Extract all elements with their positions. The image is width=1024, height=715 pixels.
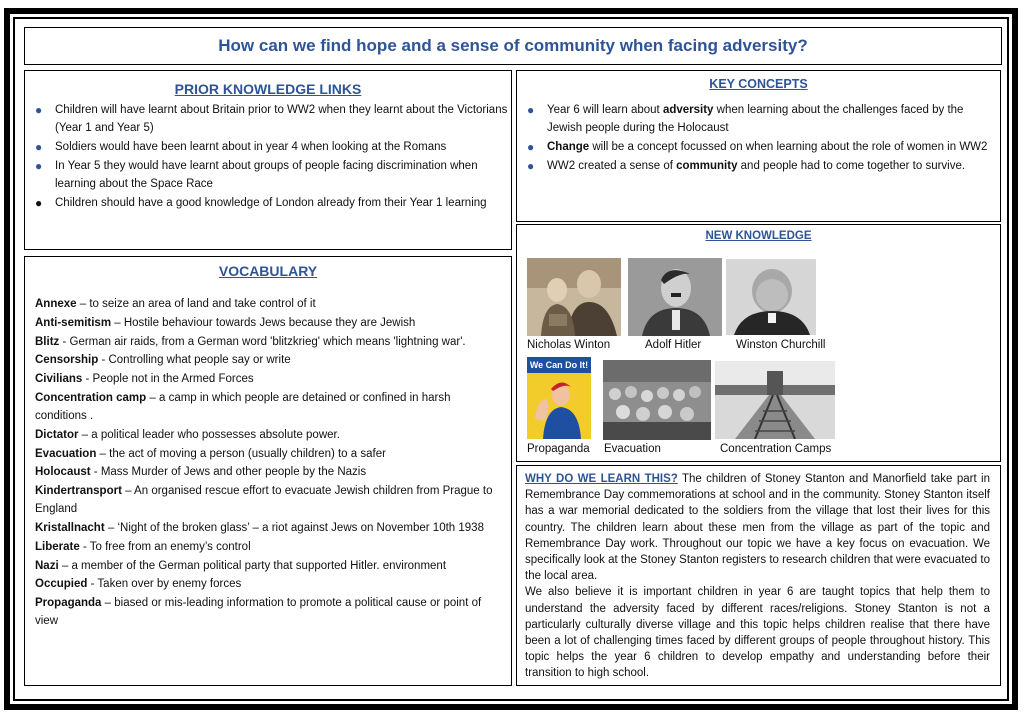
why-paragraph-2: We also believe it is important children in year 6 are taught topics that help them to understand the adversity faced by different races/religions. Stoney Stanton is not a particularly culturally diverse village and this topic helps children realise that there have been a lot of challenging times faced by different groups of people throughout history. This topic helps the year 6 children to develop empathy and understanding before their transition to high school. bbox=[525, 586, 990, 680]
vocab-entry: Anti-semitism – Hostile behaviour towards Jews because they are Jewish bbox=[35, 316, 416, 329]
list-item: ● Year 6 will learn about adversity when learning about the challenges faced by the Jewish people during the Holocaust bbox=[527, 103, 964, 134]
new-knowledge-heading: NEW KNOWLEDGE bbox=[705, 230, 812, 242]
page-title: How can we find hope and a sense of community when facing adversity? bbox=[218, 36, 808, 55]
list-item: ● Soldiers would have been learnt about in year 4 when looking at the Romans bbox=[35, 140, 447, 154]
bullet-icon: ● bbox=[35, 103, 43, 117]
caption-adolf-hitler: Adolf Hitler bbox=[645, 339, 702, 351]
propaganda-poster-image bbox=[527, 357, 591, 439]
key-concepts-panel bbox=[516, 70, 1001, 222]
vocab-entry: Censorship - Controlling what people say or write bbox=[35, 354, 291, 367]
bullet-icon: ● bbox=[35, 140, 43, 154]
vocabulary-list bbox=[25, 295, 511, 630]
vocab-entry: Civilians - People not in the Armed Forces bbox=[35, 373, 254, 386]
evacuation-photo bbox=[603, 360, 711, 440]
concentration-camp-photo bbox=[715, 361, 835, 439]
vocab-entry: Occupied - Taken over by enemy forces bbox=[35, 578, 242, 591]
caption-concentration-camps: Concentration Camps bbox=[720, 443, 832, 455]
bullet-icon: ● bbox=[527, 159, 535, 173]
vocab-entry: Holocaust - Mass Murder of Jews and other people by the Nazis bbox=[35, 466, 367, 479]
bullet-icon: ● bbox=[35, 159, 43, 173]
vocab-entry: Nazi – a member of the German political party that supported Hitler. environment bbox=[35, 559, 447, 572]
vocab-entry: Liberate - To free from an enemy’s control bbox=[35, 540, 251, 553]
key-concepts-heading: KEY CONCEPTS bbox=[709, 77, 808, 91]
list-item: ● Children will have learnt about Britain prior to WW2 when they learnt about the Victorians (Year 1 and Year 5) bbox=[35, 103, 508, 134]
adolf-hitler-photo bbox=[628, 258, 722, 336]
caption-winston-churchill: Winston Churchill bbox=[736, 339, 826, 351]
vocab-entry: Kindertransport – An organised rescue effort to evacuate Jewish children from Prague to England bbox=[35, 485, 493, 516]
list-item: ● In Year 5 they would have learnt about groups of people facing discrimination when learning about the Space Race bbox=[35, 159, 478, 190]
list-item: ● Children should have a good knowledge of London already from their Year 1 learning bbox=[35, 196, 487, 210]
list-item: ● WW2 created a sense of community and people had to come together to survive. bbox=[527, 159, 966, 173]
poster-slogan: We Can Do It! bbox=[527, 357, 591, 373]
new-knowledge-panel bbox=[516, 224, 1001, 462]
vocab-entry: Annexe – to seize an area of land and take control of it bbox=[35, 298, 316, 310]
prior-knowledge-panel bbox=[24, 70, 512, 250]
why-heading: WHY DO WE LEARN THIS? bbox=[525, 473, 678, 485]
vocab-entry: Blitz - German air raids, from a German word 'blitzkrieg' which means 'lightning war'. bbox=[35, 335, 466, 348]
bullet-icon: ● bbox=[35, 196, 43, 210]
vocabulary-heading: VOCABULARY bbox=[218, 263, 318, 279]
vocab-entry: Evacuation – the act of moving a person (usually children) to a safer bbox=[35, 447, 386, 460]
winston-churchill-photo bbox=[726, 259, 816, 335]
prior-knowledge-heading: PRIOR KNOWLEDGE LINKS bbox=[174, 81, 362, 97]
vocab-entry: Kristallnacht – ‘Night of the broken glass’ – a riot against Jews on November 10th 1938 bbox=[35, 521, 484, 534]
bullet-icon: ● bbox=[527, 103, 535, 117]
vocabulary-panel bbox=[24, 256, 512, 686]
nicholas-winton-photo bbox=[527, 258, 621, 336]
key-concepts-list bbox=[517, 101, 1000, 175]
prior-knowledge-list bbox=[25, 101, 511, 212]
vocab-entry: Dictator – a political leader who possesses absolute power. bbox=[35, 428, 340, 441]
vocab-entry: Concentration camp – a camp in which people are detained or confined in harsh conditions . bbox=[35, 391, 451, 422]
list-item: ● Change will be a concept focussed on when learning about the role of women in WW2 bbox=[527, 140, 988, 154]
bullet-icon: ● bbox=[527, 140, 535, 154]
why-learn-panel bbox=[516, 465, 1001, 686]
title-box bbox=[24, 27, 1002, 65]
caption-evacuation: Evacuation bbox=[604, 443, 661, 455]
caption-propaganda: Propaganda bbox=[527, 443, 590, 455]
vocab-entry: Propaganda – biased or mis-leading information to promote a political cause or point of view bbox=[35, 597, 482, 628]
why-paragraph-1: WHY DO WE LEARN THIS? The children of Stoney Stanton and Manorfield take part in Remembrance Day commemorations at school and in the community. Stoney Stanton itself has a war memorial dedicated to the soldiers from the village that lost their lives for this country. The children learn about these men from the village as part of the topic and Remembrance Day work. Throughout our topic we have a key focus on evacuation. We specifically look at the Stoney Stanton registers to research children that were evacuated to the local area. bbox=[525, 473, 990, 583]
caption-nicholas-winton: Nicholas Winton bbox=[527, 339, 611, 351]
